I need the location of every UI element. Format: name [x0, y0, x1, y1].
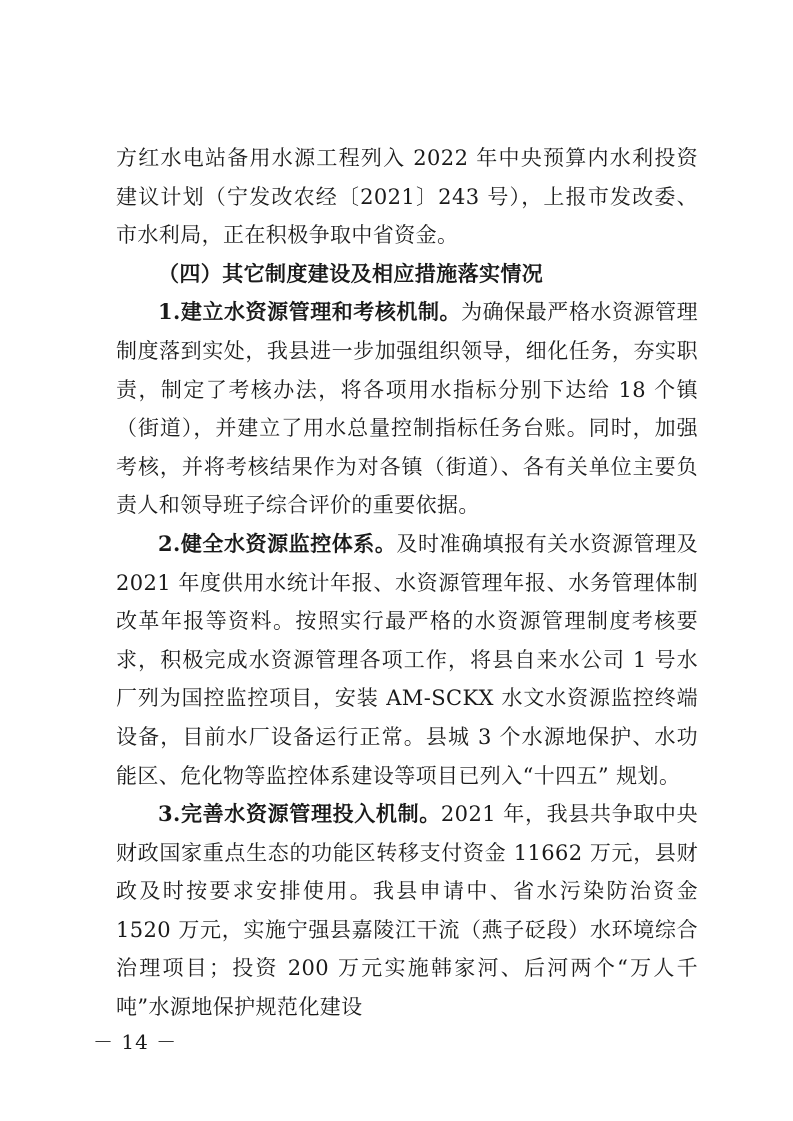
paragraph-text: 及时准确填报有关水资源管理及 2021 年度供用水统计年报、水资源管理年报、水务管理体制改革年报等资料。按照实行最严格的水资源管理制度考核要求，积极完成水资源管理各项工作，将县自来水公司 1 号水厂列为国控监控项目，安装 AM-SCKX 水文水资源监控终端设备，目前水厂设备运行正常。县城 3 个水源地保护、水功能区、危化物等监控体系建设等项目已列入“十四五” 规划。 — [116, 531, 698, 788]
paragraph-text: 为确保最严格水资源管理制度落到实处，我县进一步加强组织领导，细化任务，夯实职责，制定了考核办法，将各项用水指标分别下达给 18 个镇（街道），并建立了用水总量控制指标任务台账。同时，加强考核，并将考核结果作为对各镇（街道）、各有关单位主要负责人和领导班子综合评价的重要依据。 — [116, 300, 699, 518]
paragraph-lead: 2.健全水资源监控体系。 — [158, 530, 397, 556]
paragraph-investment-mechanism — [116, 795, 698, 1027]
paragraph-lead: 3.完善水资源管理投入机制。 — [158, 801, 441, 827]
paragraph-text: 方红水电站备用水源工程列入 2022 年中央预算内水利投资建议计划（宁发改农经〔2021〕243 号），上报市发改委、市水利局，正在积极争取中省资金。 — [116, 146, 698, 248]
paragraph-assessment-mechanism — [116, 293, 698, 525]
section-heading-text: （四）其它制度建设及相应措施落实情况 — [158, 260, 544, 286]
section-heading — [116, 255, 698, 294]
document-body — [116, 139, 698, 1027]
paragraph-text: 2021 年，我县共争取中央财政国家重点生态的功能区转移支付资金 11662 万元，县财政及时按要求安排使用。我县申请中、省水污染防治资金 1520 万元，实施宁强县嘉陵江干流（燕子砭段）水环境综合治理项目；投资 200 万元实施韩家河、后河两个“万人千吨”水源地保护规范化建设 — [116, 802, 698, 1020]
paragraph-continuation — [116, 139, 698, 255]
paragraph-monitoring-system — [116, 525, 698, 795]
paragraph-lead: 1.建立水资源管理和考核机制。 — [158, 299, 462, 325]
page-number: － 14 － — [93, 1030, 178, 1054]
